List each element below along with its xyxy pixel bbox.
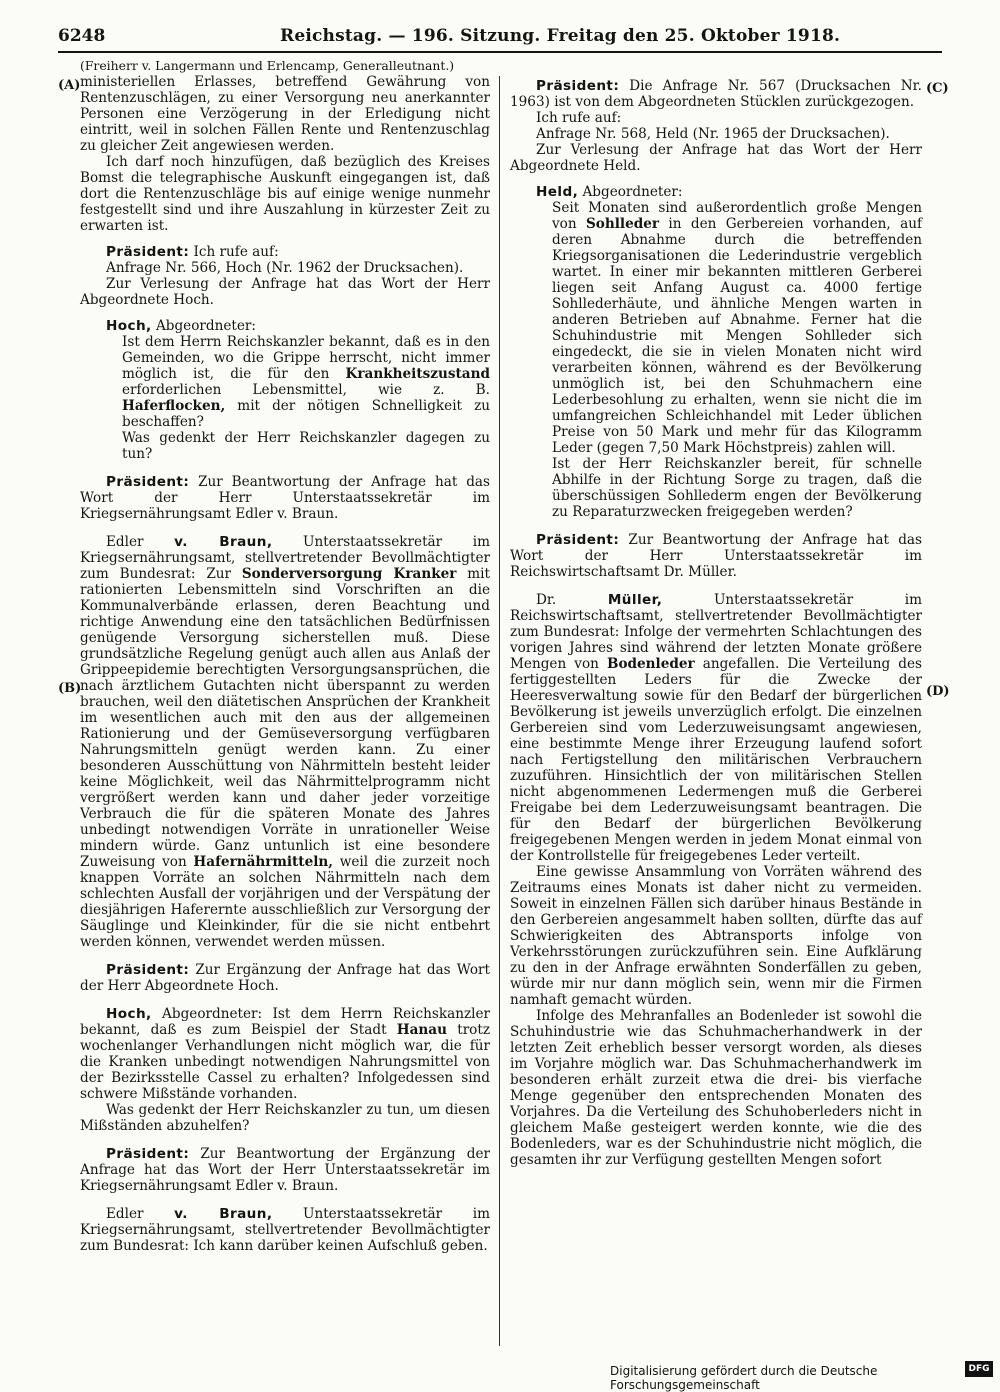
paragraph: Infolge des Mehranfalles an Bodenleder ist sowohl die Schuhindustrie wie das Schuhmacherhandwerk in der letzten Zeit erheblich besser versorgt worden, als dieses im Vorjahre möglich war. Das Schuhmacherhandwerk im besonderen erhält zurzeit etwa die drei- bis vierfache Menge gegenüber den entsprechenden Monaten des Vorjahres. Da die Verteilung des Schuhoberleders nicht in gleichem Maße gesteigert werden konnte, wie die des Bodenleders, war es der Schuhindustrie nicht möglich, die gesamten ihr zur Verfügung gestellten Mengen sofort — [510, 1008, 922, 1168]
paragraph: Präsident: Zur Ergänzung der Anfrage hat das Wort der Herr Abgeordnete Hoch. — [80, 962, 490, 994]
speaker-name: Müller, — [607, 592, 663, 608]
speaker-continuation-note: (Freiherr v. Langermann und Erlencamp, Generalleutnant.) — [80, 58, 455, 73]
speaker-name: Präsident: — [106, 474, 190, 490]
paragraph: Präsident: Zur Beantwortung der Anfrage hat das Wort der Herr Unterstaatssekretär im Reichswirtschaftsamt Dr. Müller. — [510, 532, 922, 580]
speaker-name: v. Braun, — [174, 534, 273, 550]
page-number: 6248 — [58, 26, 106, 46]
paragraph: Was gedenkt der Herr Reichskanzler zu tun, um diesen Mißständen abzuhelfen? — [80, 1102, 490, 1134]
paragraph: Präsident: Die Anfrage Nr. 567 (Drucksachen Nr. 1963) ist von dem Abgeordneten Stücklen zurückgezogen. — [510, 78, 922, 110]
paragraph: Hoch, Abgeordneter: — [106, 318, 256, 334]
left-column — [80, 58, 490, 1254]
margin-mark-d: (D) — [926, 684, 950, 699]
right-column — [510, 78, 922, 1168]
speaker-name: Präsident: — [106, 1146, 190, 1162]
question-text: Was gedenkt der Herr Reichskanzler dagegen zu tun? — [122, 430, 490, 462]
speaker-name: Präsident: — [106, 962, 190, 978]
speaker-name: Präsident: — [536, 78, 620, 94]
margin-mark-c: (C) — [926, 81, 949, 96]
page-header — [58, 26, 942, 50]
paragraph: Hoch, Abgeordneter: Ist dem Herrn Reichskanzler bekannt, daß es zum Beispiel der Stadt Hanau trotz wochenlanger Verhandlungen nicht möglich war, die für die Kranken unbedingt notwendigen Nahrungsmittel von der Bezirksstelle Cassel zu erhalten? Infolgedessen sind schwere Mißstände vorhanden. — [80, 1006, 490, 1102]
speaker-name: Held, — [536, 184, 579, 200]
speaker-name: Präsident: — [106, 244, 190, 260]
question-text: Ist der Herr Reichskanzler bereit, für schnelle Abhilfe in der Richtung Sorge zu tragen, daß die überschüssigen Sohllederm engen der Bevölkerung zu Reparaturzwecken freigegeben werden? — [552, 456, 922, 520]
paragraph: Ich darf noch hinzufügen, daß bezüglich des Kreises Bomst die telegraphische Auskunft eingegangen ist, daß dort die Rentenzuschläge bis auf einige wenige nunmehr festgestellt sind und ihre Auszahlung in kürzester Zeit zu erwarten ist. — [80, 154, 490, 234]
paragraph: Präsident: Zur Beantwortung der Ergänzung der Anfrage hat das Wort der Herr Unterstaatssekretär im Kriegsernährungsamt Edler v. Braun. — [80, 1146, 490, 1194]
speaker-name: Hoch, — [106, 318, 152, 334]
paragraph: Zur Verlesung der Anfrage hat das Wort der Herr Abgeordnete Hoch. — [80, 276, 490, 308]
speaker-name: v. Braun, — [174, 1206, 273, 1222]
paragraph: Anfrage Nr. 568, Held (Nr. 1965 der Drucksachen). — [536, 126, 890, 142]
digitization-credit: Digitalisierung gefördert durch die Deutsche Forschungsgemeinschaft — [610, 1364, 878, 1392]
paragraph: Präsident: Ich rufe auf: — [106, 244, 279, 260]
paragraph: Edler v. Braun, Unterstaatssekretär im Kriegsernährungsamt, stellvertretender Bevollmächtigter zum Bundesrat: Ich kann darüber keinen Aufschluß geben. — [80, 1206, 490, 1254]
paragraph: Ich rufe auf: — [536, 110, 622, 126]
page-title: Reichstag. — 196. Sitzung. Freitag den 25. Oktober 1918. — [280, 26, 841, 46]
paragraph: Eine gewisse Ansammlung von Vorräten während des Zeitraums eines Monats ist daher nicht zu vermeiden. Soweit in einzelnen Fällen sich darüber hinaus Bestände in den Gerbereien angesammelt haben sollten, dürfte das auf Schwierigkeiten des Abtransports infolge von Verkehrsstörungen zurückzuführen sein. Eine Aufklärung zu den in der Anfrage erwähnten Sonderfällen zu geben, würde mir nur dann möglich sein, wenn mir die Firmen namhaft gemacht würden. — [510, 864, 922, 1008]
question-text: Seit Monaten sind außerordentlich große Mengen von Sohlleder in den Gerbereien vorhanden, auf deren Abnahme durch die betreffenden Kriegsorganisationen die Lederindustrie vergeblich wartet. In einer mir bekannten mittleren Gerberei liegen seit Anfang August ca. 4000 fertige Sohllederhäute, und ähnliche Mengen warten in anderen Betrieben auf Abnahme. Ferner hat die Schuhindustrie mit Mengen Sohlleder sich eingedeckt, die sie in vielen Monaten nicht wird verarbeiten können, während es der Bevölkerung unmöglich ist, bei den Schuhmachern eine Lederbesohlung zu erhalten, wenn sie nicht die im umfangreichen Schleichhandel mit Leder üblichen Preise von 50 Mark und mehr für das Kilogramm Leder (gegen 7,50 Mark Höchstpreis) zahlen will. — [552, 200, 922, 456]
paragraph: ministeriellen Erlasses, betreffend Gewährung von Rentenzuschlägen, zu einer Versorgung neu anerkannter Personen eine Verzögerung in der Erledigung nicht eintritt, weil in solchen Fällen Rente und Rentenzuschlag zu gleicher Zeit angewiesen werden. — [80, 74, 490, 154]
speaker-name: Hoch, — [106, 1006, 152, 1022]
margin-mark-b: (B) — [58, 681, 82, 696]
paragraph: Anfrage Nr. 566, Hoch (Nr. 1962 der Drucksachen). — [106, 260, 464, 276]
paragraph: Zur Verlesung der Anfrage hat das Wort der Herr Abgeordnete Held. — [510, 142, 922, 174]
question-text: Ist dem Herrn Reichskanzler bekannt, daß es in den Gemeinden, wo die Grippe herrscht, nicht immer möglich ist, die für den Krankheitszustand erforderlichen Lebensmittel, wie z. B. Haferflocken, mit der nötigen Schnelligkeit zu beschaffen? — [122, 334, 490, 430]
speaker-name: Präsident: — [536, 532, 620, 548]
paragraph: Edler v. Braun, Unterstaatssekretär im Kriegsernährungsamt, stellvertretender Bevollmächtigter zum Bundesrat: Zur Sonderversorgung Kranker mit rationierten Lebensmitteln sind Vorschriften an die Kommunalverbände erlassen, deren Beachtung und richtige Anwendung eine den tatsächlichen Bedürfnissen genügende Versorgung sicherstellen muß. Diese grundsätzliche Regelung genügt auch allen aus Anlaß der Grippeepidemie berechtigten Versorgungsansprüchen, die nach ärztlichem Gutachten nicht überspannt zu werden brauchen, weil den diätetischen Ansprüchen der Krankheit im wesentlichen auch mit den aus der allgemeinen Rationierung und der Gemüseversorgung verfügbaren Nahrungsmitteln genügt werden kann. Zu einer besonderen Ausschüttung von Nährmitteln besteht leider keine Möglichkeit, weil das Nährmittelprogramm nicht vergrößert werden kann und daher jeder vorzeitige Verbrauch die für die späteren Monate des Jahres unbedingt notwendigen Vorräte in unrationeller Weise mindern würde. Ganz untunlich ist eine besondere Zuweisung von Hafernährmitteln, weil die zurzeit noch knappen Vorräte an solchen Nährmitteln nach dem schlechten Ausfall der vorjährigen und der Verspätung der diesjährigen Haferernte ausschließlich zur Versorgung der Säuglinge und Kleinkinder, für die sie nicht entbehrt werden können, verwendet werden müssen. — [80, 534, 490, 950]
paragraph: Dr. Müller, Unterstaatssekretär im Reichswirtschaftsamt, stellvertretender Bevollmächtigter zum Bundesrat: Infolge der vermehrten Schlachtungen des vorigen Jahres sind während der letzten Monate größere Mengen von Bodenleder angefallen. Die Verteilung des fertiggestellten Leders für die Zwecke der Heeresverwaltung sowie für den Bedarf der bürgerlichen Bevölkerung ist jeweils unverzüglich erfolgt. Die einzelnen Gerbereien sind vom Lederzuweisungsamt angewiesen, eine bestimmte Menge ihrer Erzeugung laufend sofort nach Fertigstellung den militärischen Verbrauchern zuzuführen. Hinsichtlich der von militärischen Stellen nicht abgenommenen Ledermengen muß die Gerberei Freigabe bei dem Lederzuweisungsamt beantragen. Die für den Bedarf der bürgerlichen Bevölkerung freigegebenen Mengen werden in jedem Monat einmal von der Kontrollstelle für freigegebenes Leder verteilt. — [510, 592, 922, 864]
header-rule — [58, 51, 942, 53]
column-divider — [499, 76, 500, 1346]
paragraph: Präsident: Zur Beantwortung der Anfrage hat das Wort der Herr Unterstaatssekretär im Kriegsernährungsamt Edler v. Braun. — [80, 474, 490, 522]
paragraph: Held, Abgeordneter: — [536, 184, 683, 200]
dfg-logo: DFG — [965, 1361, 993, 1377]
margin-mark-a: (A) — [58, 78, 81, 93]
